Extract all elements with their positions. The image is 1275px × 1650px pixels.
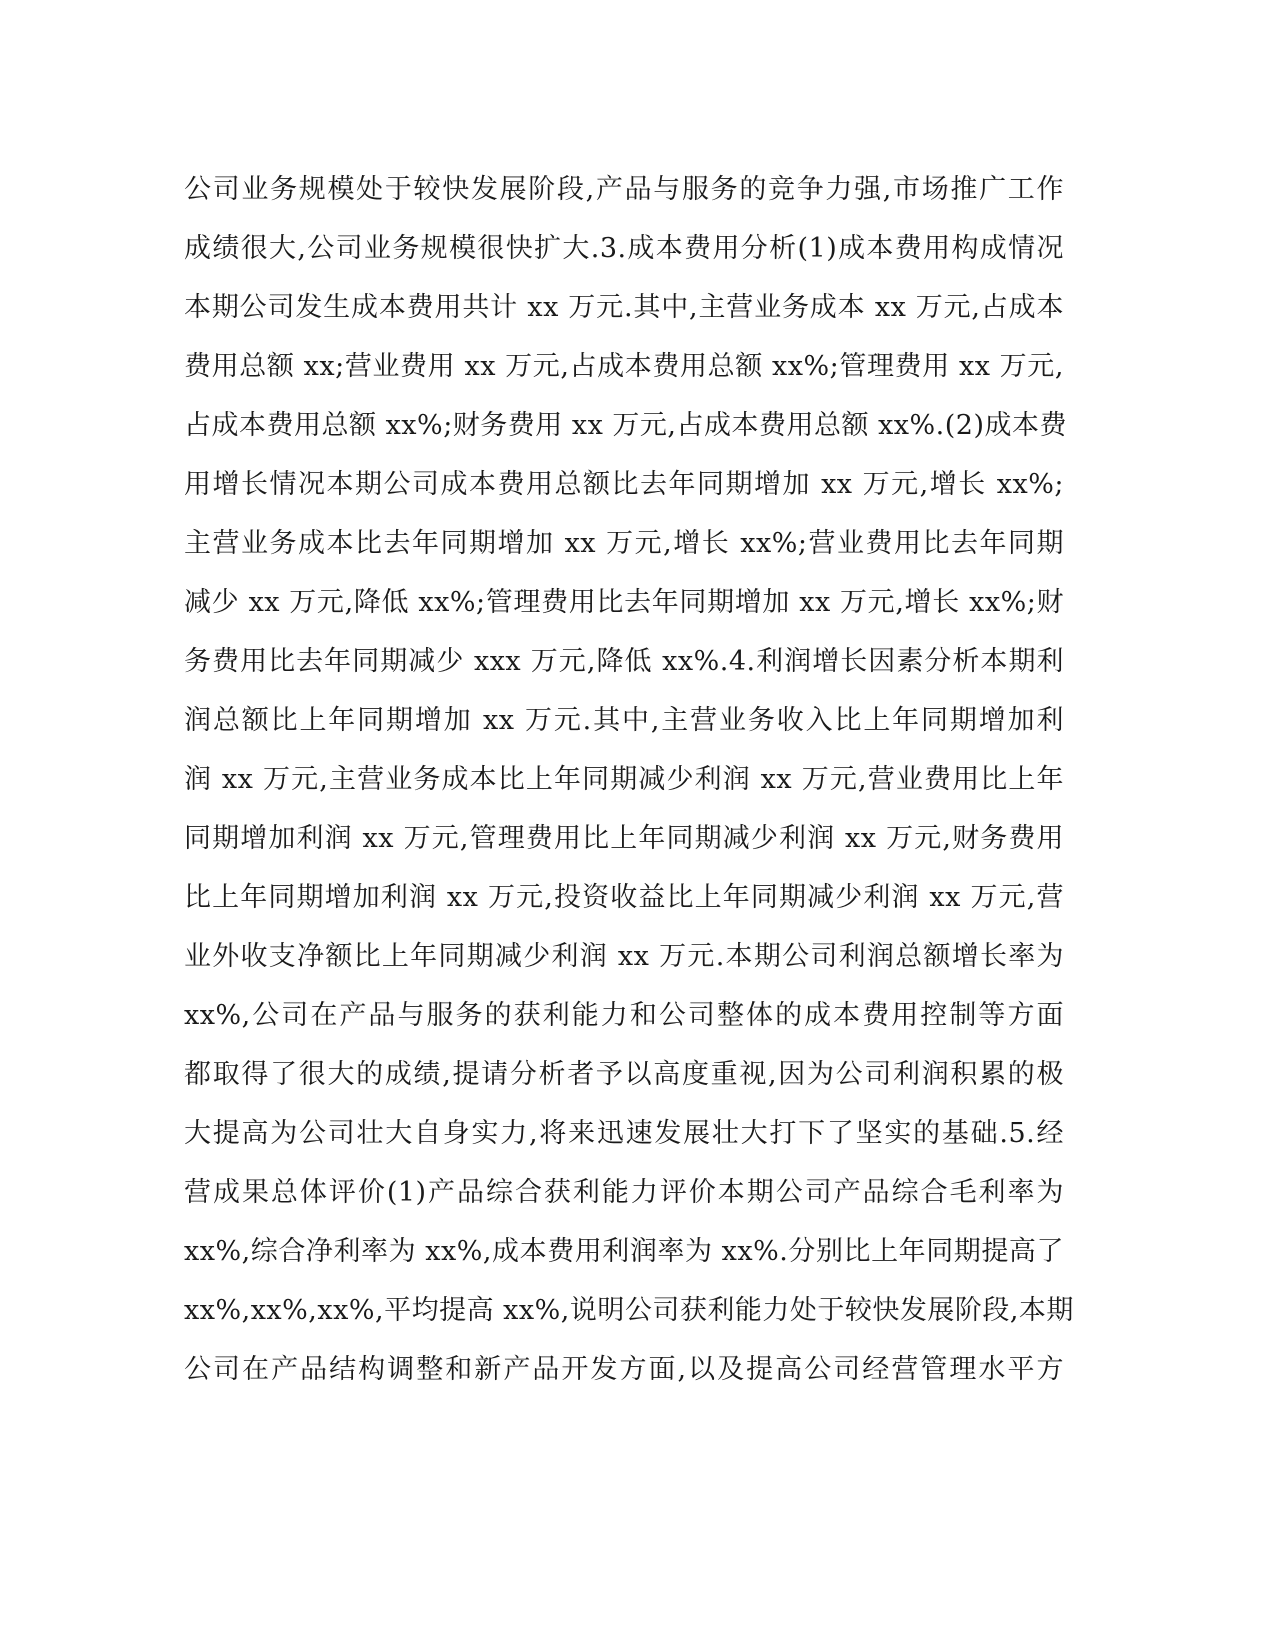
text-line: 费用总额 xx;营业费用 xx 万元,占成本费用总额 xx%;管理费用 xx 万元,	[184, 351, 1064, 382]
text-line: xx%,公司在产品与服务的获利能力和公司整体的成本费用控制等方面	[184, 1000, 1064, 1031]
text-line: 同期增加利润 xx 万元,管理费用比上年同期减少利润 xx 万元,财务费用	[184, 823, 1064, 854]
text-line: 业外收支净额比上年同期减少利润 xx 万元.本期公司利润总额增长率为	[184, 941, 1064, 972]
text-line: 大提高为公司壮大自身实力,将来迅速发展壮大打下了坚实的基础.5.经	[184, 1118, 1064, 1149]
text-line: 公司在产品结构调整和新产品开发方面,以及提高公司经营管理水平方	[184, 1354, 1064, 1385]
text-line: 减少 xx 万元,降低 xx%;管理费用比去年同期增加 xx 万元,增长 xx%;财	[184, 587, 1064, 618]
text-line: xx%,综合净利率为 xx%,成本费用利润率为 xx%.分别比上年同期提高了	[184, 1236, 1064, 1267]
text-line: 润总额比上年同期增加 xx 万元.其中,主营业务收入比上年同期增加利	[184, 705, 1064, 736]
text-line: 比上年同期增加利润 xx 万元,投资收益比上年同期减少利润 xx 万元,营	[184, 882, 1064, 913]
text-line: 务费用比去年同期减少 xxx 万元,降低 xx%.4.利润增长因素分析本期利	[184, 646, 1064, 677]
text-line: 都取得了很大的成绩,提请分析者予以高度重视,因为公司利润积累的极	[184, 1059, 1064, 1090]
text-line: 用增长情况本期公司成本费用总额比去年同期增加 xx 万元,增长 xx%;	[184, 469, 1064, 500]
text-line: 占成本费用总额 xx%;财务费用 xx 万元,占成本费用总额 xx%.(2)成本费	[184, 410, 1068, 441]
text-line: 成绩很大,公司业务规模很快扩大.3.成本费用分析(1)成本费用构成情况	[184, 233, 1064, 264]
text-line: 公司业务规模处于较快发展阶段,产品与服务的竞争力强,市场推广工作	[184, 174, 1064, 205]
text-line: 润 xx 万元,主营业务成本比上年同期减少利润 xx 万元,营业费用比上年	[184, 764, 1064, 795]
text-line: 本期公司发生成本费用共计 xx 万元.其中,主营业务成本 xx 万元,占成本	[184, 292, 1064, 323]
text-line: xx%,xx%,xx%,平均提高 xx%,说明公司获利能力处于较快发展阶段,本期	[184, 1295, 1074, 1326]
text-line: 主营业务成本比去年同期增加 xx 万元,增长 xx%;营业费用比去年同期	[184, 528, 1064, 559]
text-line: 营成果总体评价(1)产品综合获利能力评价本期公司产品综合毛利率为	[184, 1177, 1064, 1208]
body-text	[184, 160, 1074, 1399]
